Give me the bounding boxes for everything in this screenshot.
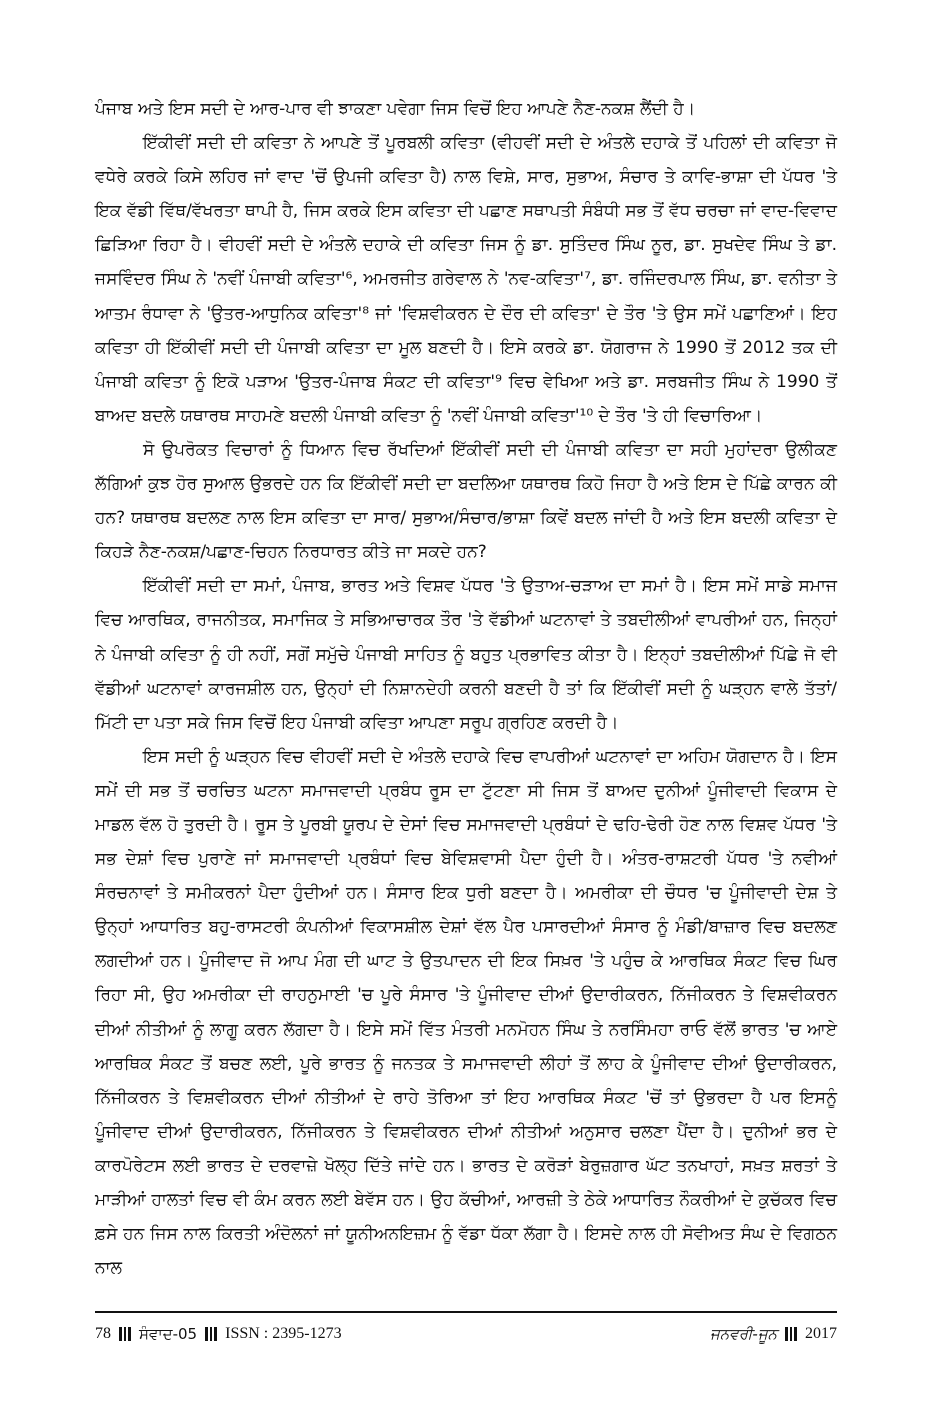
paragraph-4: ਇੱਕੀਵੀਂ ਸਦੀ ਦਾ ਸਮਾਂ, ਪੰਜਾਬ, ਭਾਰਤ ਅਤੇ ਵਿਸ਼ਵ ਪੱਧਰ 'ਤੇ ਉਤਾਅ-ਚੜਾਅ ਦਾ ਸਮਾਂ ਹੈ। ਇਸ ਸਮੇਂ ਸਾਡੇ ਸਮਾਜ ਵਿਚ ਆਰਥਿਕ, ਰਾਜਨੀਤਕ, ਸਮਾਜਿਕ ਤੇ ਸਭਿਆਚਾਰਕ ਤੌਰ 'ਤੇ ਵੱਡੀਆਂ ਘਟਨਾਵਾਂ ਤੇ ਤਬਦੀਲੀਆਂ ਵਾਪਰੀਆਂ ਹਨ, ਜਿਨ੍ਹਾਂ ਨੇ ਪੰਜਾਬੀ ਕਵਿਤਾ ਨੂੰ ਹੀ ਨਹੀਂ, ਸਗੋਂ ਸਮੁੱਚੇ ਪੰਜਾਬੀ ਸਾਹਿਤ ਨੂੰ ਬਹੁਤ ਪ੍ਰਭਾਵਿਤ ਕੀਤਾ ਹੈ। ਇਨ੍ਹਾਂ ਤਬਦੀਲੀਆਂ ਪਿੱਛੇ ਜੋ ਵੀ ਵੱਡੀਆਂ ਘਟਨਾਵਾਂ ਕਾਰਜਸ਼ੀਲ ਹਨ, ਉਨ੍ਹਾਂ ਦੀ ਨਿਸ਼ਾਨਦੇਹੀ ਕਰਨੀ ਬਣਦੀ ਹੈ ਤਾਂ ਕਿ ਇੱਕੀਵੀਂ ਸਦੀ ਨੂੰ ਘੜ੍ਹਨ ਵਾਲੇ ਤੱਤਾਂ/ਮਿੱਟੀ ਦਾ ਪਤਾ ਸਕੇ ਜਿਸ ਵਿਚੋਂ ਇਹ ਪੰਜਾਬੀ ਕਵਿਤਾ ਆਪਣਾ ਸਰੂਪ ਗ੍ਰਹਿਣ ਕਰਦੀ ਹੈ। <box>95 576 837 733</box>
page-footer <box>95 1322 837 1346</box>
separator-bars-icon <box>205 1327 217 1341</box>
paragraph-3: ਸੋ ਉਪਰੋਕਤ ਵਿਚਾਰਾਂ ਨੂੰ ਧਿਆਨ ਵਿਚ ਰੱਖਦਿਆਂ ਇੱਕੀਵੀਂ ਸਦੀ ਦੀ ਪੰਜਾਬੀ ਕਵਿਤਾ ਦਾ ਸਹੀ ਮੁਹਾਂਦਰਾ ਉਲੀਕਣ ਲੱਗਿਆਂ ਕੁਝ ਹੋਰ ਸੁਆਲ ਉਭਰਦੇ ਹਨ ਕਿ ਇੱਕੀਵੀਂ ਸਦੀ ਦਾ ਬਦਲਿਆ ਯਥਾਰਥ ਕਿਹੋ ਜਿਹਾ ਹੈ ਅਤੇ ਇਸ ਦੇ ਪਿੱਛੇ ਕਾਰਨ ਕੀ ਹਨ? ਯਥਾਰਥ ਬਦਲਣ ਨਾਲ ਇਸ ਕਵਿਤਾ ਦਾ ਸਾਰ/ ਸੁਭਾਅ/ਸੰਚਾਰ/ਭਾਸ਼ਾ ਕਿਵੇਂ ਬਦਲ ਜਾਂਦੀ ਹੈ ਅਤੇ ਇਸ ਬਦਲੀ ਕਵਿਤਾ ਦੇ ਕਿਹੜੇ ਨੈਣ-ਨਕਸ਼/ਪਛਾਣ-ਚਿਹਨ ਨਿਰਧਾਰਤ ਕੀਤੇ ਜਾ ਸਕਦੇ ਹਨ? <box>95 439 837 563</box>
issue-period: ਜਨਵਰੀ-ਜੂਨ <box>710 1325 777 1343</box>
paragraph-2: ਇੱਕੀਵੀਂ ਸਦੀ ਦੀ ਕਵਿਤਾ ਨੇ ਆਪਣੇ ਤੋਂ ਪੂਰਬਲੀ ਕਵਿਤਾ (ਵੀਹਵੀਂ ਸਦੀ ਦੇ ਅੰਤਲੇ ਦਹਾਕੇ ਤੋਂ ਪਹਿਲਾਂ ਦੀ ਕਵਿਤਾ ਜੋ ਵਧੇਰੇ ਕਰਕੇ ਕਿਸੇ ਲਹਿਰ ਜਾਂ ਵਾਦ 'ਚੋਂ ਉਪਜੀ ਕਵਿਤਾ ਹੈ) ਨਾਲ ਵਿਸ਼ੇ, ਸਾਰ, ਸੁਭਾਅ, ਸੰਚਾਰ ਤੇ ਕਾਵਿ-ਭਾਸ਼ਾ ਦੀ ਪੱਧਰ 'ਤੇ ਇਕ ਵੱਡੀ ਵਿੱਥ/ਵੱਖਰਤਾ ਥਾਪੀ ਹੈ, ਜਿਸ ਕਰਕੇ ਇਸ ਕਵਿਤਾ ਦੀ ਪਛਾਣ ਸਥਾਪਤੀ ਸੰਬੰਧੀ ਸਭ ਤੋਂ ਵੱਧ ਚਰਚਾ ਜਾਂ ਵਾਦ-ਵਿਵਾਦ ਛਿੜਿਆ ਰਿਹਾ ਹੈ। ਵੀਹਵੀਂ ਸਦੀ ਦੇ ਅੰਤਲੇ ਦਹਾਕੇ ਦੀ ਕਵਿਤਾ ਜਿਸ ਨੂੰ ਡਾ. ਸੁਤਿੰਦਰ ਸਿੰਘ ਨੂਰ, ਡਾ. ਸੁਖਦੇਵ ਸਿੰਘ ਤੇ ਡਾ. ਜਸਵਿੰਦਰ ਸਿੰਘ ਨੇ 'ਨਵੀਂ ਪੰਜਾਬੀ ਕਵਿਤਾ'⁶, ਅਮਰਜੀਤ ਗਰੇਵਾਲ ਨੇ 'ਨਵ-ਕਵਿਤਾ'⁷, ਡਾ. ਰਜਿੰਦਰਪਾਲ ਸਿੰਘ, ਡਾ. ਵਨੀਤਾ ਤੇ ਆਤਮ ਰੰਧਾਵਾ ਨੇ 'ਉਤਰ-ਆਧੁਨਿਕ ਕਵਿਤਾ'⁸ ਜਾਂ 'ਵਿਸ਼ਵੀਕਰਨ ਦੇ ਦੌਰ ਦੀ ਕਵਿਤਾ' ਦੇ ਤੌਰ 'ਤੇ ਉਸ ਸਮੇਂ ਪਛਾਣਿਆਂ। ਇਹ ਕਵਿਤਾ ਹੀ ਇੱਕੀਵੀਂ ਸਦੀ ਦੀ ਪੰਜਾਬੀ ਕਵਿਤਾ ਦਾ ਮੂਲ ਬਣਦੀ ਹੈ। ਇਸੇ ਕਰਕੇ ਡਾ. ਯੋਗਰਾਜ ਨੇ 1990 ਤੋਂ 2012 ਤਕ ਦੀ ਪੰਜਾਬੀ ਕਵਿਤਾ ਨੂੰ ਇਕੋ ਪੜਾਅ 'ਉਤਰ-ਪੰਜਾਬ ਸੰਕਟ ਦੀ ਕਵਿਤਾ'⁹ ਵਿਚ ਵੇਖਿਆ ਅਤੇ ਡਾ. ਸਰਬਜੀਤ ਸਿੰਘ ਨੇ 1990 ਤੋਂ ਬਾਅਦ ਬਦਲੇ ਯਥਾਰਥ ਸਾਹਮਣੇ ਬਦਲੀ ਪੰਜਾਬੀ ਕਵਿਤਾ ਨੂੰ 'ਨਵੀਂ ਪੰਜਾਬੀ ਕਵਿਤਾ'¹⁰ ਦੇ ਤੌਰ 'ਤੇ ਹੀ ਵਿਚਾਰਿਆ। <box>95 133 837 426</box>
issue-year: 2017 <box>805 1325 837 1342</box>
footer-divider <box>95 1311 837 1313</box>
footer-right <box>710 1325 837 1343</box>
issn: ISSN : 2395-1273 <box>225 1325 342 1342</box>
paragraph-5: ਇਸ ਸਦੀ ਨੂੰ ਘੜ੍ਹਨ ਵਿਚ ਵੀਹਵੀਂ ਸਦੀ ਦੇ ਅੰਤਲੇ ਦਹਾਕੇ ਵਿਚ ਵਾਪਰੀਆਂ ਘਟਨਾਵਾਂ ਦਾ ਅਹਿਮ ਯੋਗਦਾਨ ਹੈ। ਇਸ ਸਮੇਂ ਦੀ ਸਭ ਤੋਂ ਚਰਚਿਤ ਘਟਨਾ ਸਮਾਜਵਾਦੀ ਪ੍ਰਬੰਧ ਰੂਸ ਦਾ ਟੁੱਟਣਾ ਸੀ ਜਿਸ ਤੋਂ ਬਾਅਦ ਦੁਨੀਆਂ ਪੂੰਜੀਵਾਦੀ ਵਿਕਾਸ ਦੇ ਮਾਡਲ ਵੱਲ ਹੋ ਤੁਰਦੀ ਹੈ। ਰੂਸ ਤੇ ਪੂਰਬੀ ਯੂਰਪ ਦੇ ਦੇਸਾਂ ਵਿਚ ਸਮਾਜਵਾਦੀ ਪ੍ਰਬੰਧਾਂ ਦੇ ਢਹਿ-ਢੇਰੀ ਹੋਣ ਨਾਲ ਵਿਸ਼ਵ ਪੱਧਰ 'ਤੇ ਸਭ ਦੇਸ਼ਾਂ ਵਿਚ ਪੁਰਾਣੇ ਜਾਂ ਸਮਾਜਵਾਦੀ ਪ੍ਰਬੰਧਾਂ ਵਿਚ ਬੇਵਿਸ਼ਵਾਸੀ ਪੈਦਾ ਹੁੰਦੀ ਹੈ। ਅੰਤਰ-ਰਾਸ਼ਟਰੀ ਪੱਧਰ 'ਤੇ ਨਵੀਆਂ ਸੰਰਚਨਾਵਾਂ ਤੇ ਸਮੀਕਰਨਾਂ ਪੈਦਾ ਹੁੰਦੀਆਂ ਹਨ। ਸੰਸਾਰ ਇਕ ਧੁਰੀ ਬਣਦਾ ਹੈ। ਅਮਰੀਕਾ ਦੀ ਚੌਧਰ 'ਚ ਪੂੰਜੀਵਾਦੀ ਦੇਸ਼ ਤੇ ਉਨ੍ਹਾਂ ਆਧਾਰਿਤ ਬਹੁ-ਰਾਸਟਰੀ ਕੰਪਨੀਆਂ ਵਿਕਾਸਸ਼ੀਲ ਦੇਸ਼ਾਂ ਵੱਲ ਪੈਰ ਪਸਾਰਦੀਆਂ ਸੰਸਾਰ ਨੂੰ ਮੰਡੀ/ਬਾਜ਼ਾਰ ਵਿਚ ਬਦਲਣ ਲਗਦੀਆਂ ਹਨ। ਪੂੰਜੀਵਾਦ ਜੋ ਆਪ ਮੰਗ ਦੀ ਘਾਟ ਤੇ ਉਤਪਾਦਨ ਦੀ ਇਕ ਸਿਖ਼ਰ 'ਤੇ ਪਹੁੰਚ ਕੇ ਆਰਥਿਕ ਸੰਕਟ ਵਿਚ ਘਿਰ ਰਿਹਾ ਸੀ, ਉਹ ਅਮਰੀਕਾ ਦੀ ਰਾਹਨੁਮਾਈ 'ਚ ਪੂਰੇ ਸੰਸਾਰ 'ਤੇ ਪੂੰਜੀਵਾਦ ਦੀਆਂ ਉਦਾਰੀਕਰਨ, ਨਿੱਜੀਕਰਨ ਤੇ ਵਿਸ਼ਵੀਕਰਨ ਦੀਆਂ ਨੀਤੀਆਂ ਨੂੰ ਲਾਗੂ ਕਰਨ ਲੱਗਦਾ ਹੈ। ਇਸੇ ਸਮੇਂ ਵਿੱਤ ਮੰਤਰੀ ਮਨਮੋਹਨ ਸਿੰਘ ਤੇ ਨਰਸਿੰਮਹਾ ਰਾਓ ਵੱਲੋਂ ਭਾਰਤ 'ਚ ਆਏ ਆਰਥਿਕ ਸੰਕਟ ਤੋਂ ਬਚਣ ਲਈ, ਪੂਰੇ ਭਾਰਤ ਨੂੰ ਜਨਤਕ ਤੇ ਸਮਾਜਵਾਦੀ ਲੀਹਾਂ ਤੋਂ ਲਾਹ ਕੇ ਪੂੰਜੀਵਾਦ ਦੀਆਂ ਉਦਾਰੀਕਰਨ, ਨਿੱਜੀਕਰਨ ਤੇ ਵਿਸ਼ਵੀਕਰਨ ਦੀਆਂ ਨੀਤੀਆਂ ਦੇ ਰਾਹੇ ਤੋਰਿਆ ਤਾਂ ਇਹ ਆਰਥਿਕ ਸੰਕਟ 'ਚੋਂ ਤਾਂ ਉਭਰਦਾ ਹੈ ਪਰ ਇਸਨੂੰ ਪੂੰਜੀਵਾਦ ਦੀਆਂ ਉਦਾਰੀਕਰਨ, ਨਿੱਜੀਕਰਨ ਤੇ ਵਿਸ਼ਵੀਕਰਨ ਦੀਆਂ ਨੀਤੀਆਂ ਅਨੁਸਾਰ ਚਲਣਾ ਪੈਂਦਾ ਹੈ। ਦੁਨੀਆਂ ਭਰ ਦੇ ਕਾਰਪੋਰੇਟਸ ਲਈ ਭਾਰਤ ਦੇ ਦਰਵਾਜ਼ੇ ਖੋਲ੍ਹ ਦਿੱਤੇ ਜਾਂਦੇ ਹਨ। ਭਾਰਤ ਦੇ ਕਰੋੜਾਂ ਬੇਰੁਜ਼ਗਾਰ ਘੱਟ ਤਨਖਾਹਾਂ, ਸਖ਼ਤ ਸ਼ਰਤਾਂ ਤੇ ਮਾੜੀਆਂ ਹਾਲਤਾਂ ਵਿਚ ਵੀ ਕੰਮ ਕਰਨ ਲਈ ਬੇਵੱਸ ਹਨ। ਉਹ ਕੱਚੀਆਂ, ਆਰਜ਼ੀ ਤੇ ਠੇਕੇ ਆਧਾਰਿਤ ਨੌਕਰੀਆਂ ਦੇ ਕੁਚੱਕਰ ਵਿਚ ਫ਼ਸੇ ਹਨ ਜਿਸ ਨਾਲ ਕਿਰਤੀ ਅੰਦੋਲਨਾਂ ਜਾਂ ਯੂਨੀਅਨਇਜ਼ਮ ਨੂੰ ਵੱਡਾ ਧੱਕਾ ਲੱਗਾ ਹੈ। ਇਸਦੇ ਨਾਲ ਹੀ ਸੋਵੀਅਤ ਸੰਘ ਦੇ ਵਿਗਠਨ ਨਾਲ <box>95 746 837 1279</box>
journal-name: ਸੰਵਾਦ-05 <box>139 1325 198 1343</box>
page-body <box>95 92 837 1285</box>
footer-left <box>95 1325 342 1343</box>
separator-bars-icon <box>119 1327 131 1341</box>
page-number: 78 <box>95 1325 111 1342</box>
paragraph-1: ਪੰਜਾਬ ਅਤੇ ਇਸ ਸਦੀ ਦੇ ਆਰ-ਪਾਰ ਵੀ ਝਾਕਣਾ ਪਵੇਗਾ ਜਿਸ ਵਿਚੋਂ ਇਹ ਆਪਣੇ ਨੈਣ-ਨਕਸ਼ ਲੈਂਦੀ ਹੈ। <box>95 99 696 119</box>
separator-bars-icon <box>785 1327 797 1341</box>
